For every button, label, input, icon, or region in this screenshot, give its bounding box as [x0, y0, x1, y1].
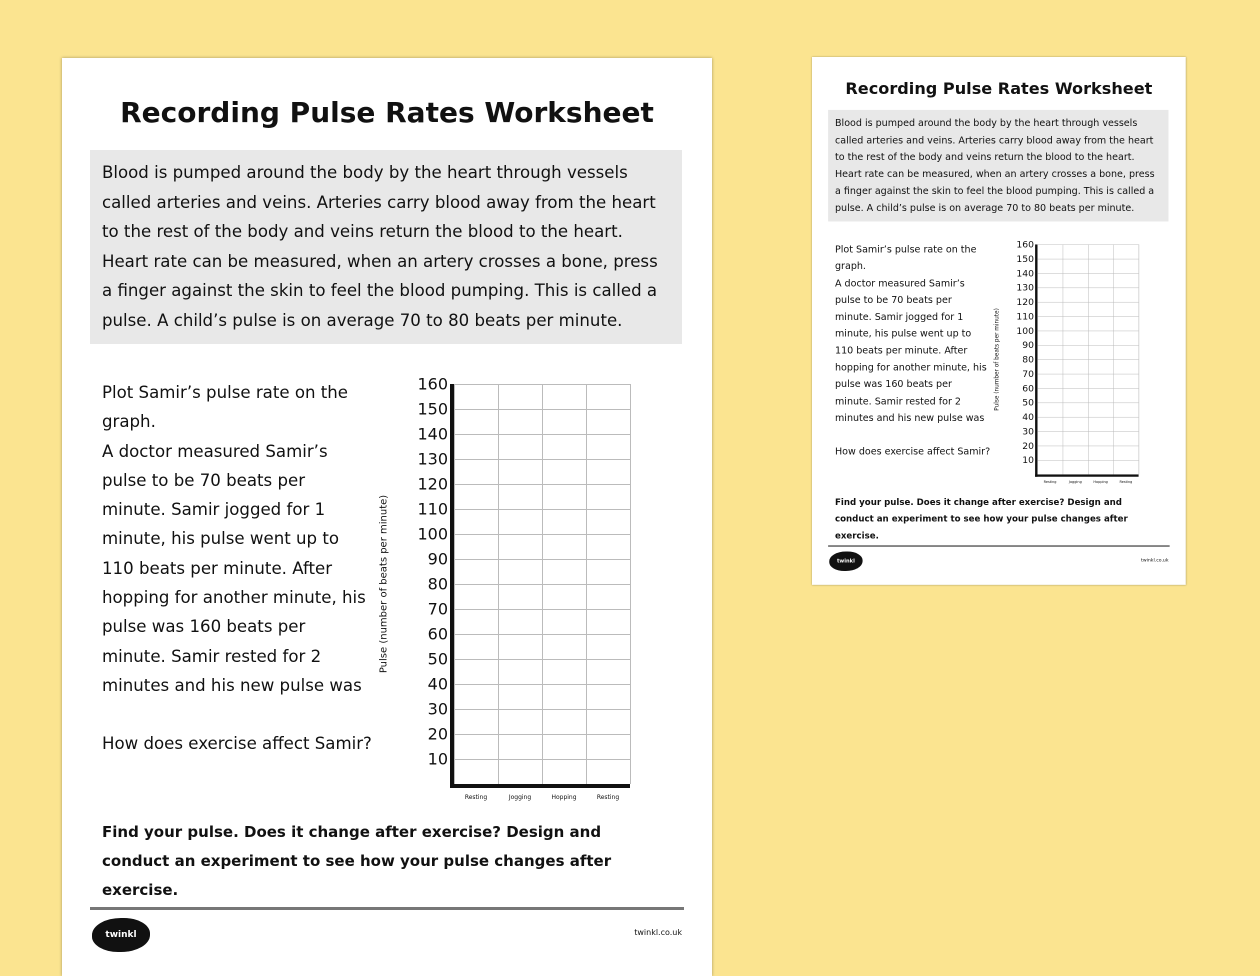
y-tick-label: 50 [427, 649, 448, 669]
footer-site: twinkl.co.uk [634, 928, 682, 937]
y-tick-label: 150 [1016, 253, 1034, 265]
worksheet-title: Recording Pulse Rates Worksheet [120, 96, 654, 129]
y-tick-label: 90 [427, 549, 448, 569]
twinkl-logo-icon: twinkl [829, 552, 862, 572]
y-tick-label: 150 [417, 399, 448, 419]
y-tick-label: 30 [427, 699, 448, 719]
y-tick-label: 110 [417, 499, 448, 519]
y-tick-label: 120 [1016, 296, 1034, 308]
y-tick-label: 100 [1016, 325, 1034, 337]
y-tick-label: 160 [1016, 238, 1034, 250]
pulse-chart-grid [378, 374, 630, 801]
y-tick-label: 10 [1022, 454, 1034, 466]
y-tick-label: 100 [417, 524, 448, 544]
y-tick-label: 120 [417, 474, 448, 494]
y-tick-label: 40 [427, 674, 448, 694]
question: How does exercise affect Samir? [102, 734, 372, 754]
instructions [102, 378, 374, 759]
y-axis-label: Pulse (number of beats per minute) [378, 494, 390, 674]
instruction-plot: Plot Samir’s pulse rate on the graph. [102, 383, 348, 432]
x-tick-label: Resting [1043, 480, 1057, 485]
instruction-plot: Plot Samir’s pulse rate on the graph. [835, 243, 977, 272]
y-tick-label: 90 [1022, 339, 1034, 351]
pulse-chart-grid [993, 238, 1139, 485]
y-tick-label: 140 [417, 424, 448, 444]
question: How does exercise affect Samir? [835, 445, 991, 457]
y-tick-label: 70 [1022, 368, 1034, 380]
intro-box: Blood is pumped around the body by the heart through vessels called arteries and veins. Arteries carry blood away from the heart to the rest of the body and veins return the blood to the heart. Heart rate can be measured, when an artery crosses a bone, press a finger against the skin to feel the blood pumping. This is called a pulse. A child’s pulse is on average 70 to 80 beats per minute. [90, 150, 682, 344]
footer-site: twinkl.co.uk [1141, 557, 1169, 563]
footer-divider [828, 545, 1170, 547]
x-tick-label: Resting [464, 794, 488, 801]
task-text: Find your pulse. Does it change after exercise? Design and conduct an experiment to see how your pulse changes after exercise. [835, 496, 1128, 541]
instruction-story: A doctor measured Samir’s pulse to be 70 beats per minute. Samir jogged for 1 minute, his pulse went up to 110 beats per minute. After hopping for another minute, his pulse was 160 beats per minute. Samir rested for 2 minutes and his new pulse was [835, 277, 987, 424]
y-tick-label: 20 [427, 724, 448, 744]
y-tick-label: 30 [1022, 425, 1034, 437]
footer-divider [90, 907, 684, 910]
y-axis-label: Pulse (number of beats per minute) [993, 308, 1001, 411]
worksheet-preview-small [812, 57, 1186, 585]
x-tick-label: Jogging [508, 794, 532, 801]
x-tick-label: Hopping [1093, 480, 1108, 485]
worksheet-title: Recording Pulse Rates Worksheet [845, 78, 1153, 98]
worksheet-preview-large [62, 58, 712, 976]
y-tick-label: 60 [1022, 382, 1034, 394]
y-tick-label: 80 [1022, 353, 1034, 365]
x-tick-label: Jogging [1068, 480, 1082, 485]
y-tick-label: 10 [427, 749, 448, 769]
y-tick-label: 160 [417, 374, 448, 394]
y-tick-label: 20 [1022, 440, 1034, 452]
x-tick-label: Hopping [551, 794, 577, 801]
y-tick-label: 70 [427, 599, 448, 619]
y-tick-label: 130 [1016, 282, 1034, 294]
intro-box: Blood is pumped around the body by the heart through vessels called arteries and veins. Arteries carry blood away from the heart to the rest of the body and veins return the blood to the heart. Heart rate can be measured, when an artery crosses a bone, press a finger against the skin to feel the blood pumping. This is called a pulse. A child’s pulse is on average 70 to 80 beats per minute. [828, 110, 1168, 221]
instruction-story: A doctor measured Samir’s pulse to be 70 beats per minute. Samir jogged for 1 minute, his pulse went up to 110 beats per minute. After hopping for another minute, his pulse was 160 beats per minute. Samir rested for 2 minutes and his new pulse was [102, 441, 366, 695]
y-tick-label: 80 [427, 574, 448, 594]
x-tick-label: Resting [1119, 480, 1133, 485]
y-tick-label: 50 [1022, 397, 1034, 409]
instructions [835, 241, 991, 460]
y-tick-label: 110 [1016, 310, 1034, 322]
y-tick-label: 140 [1016, 267, 1034, 279]
task-text: Find your pulse. Does it change after exercise? Design and conduct an experiment to see how your pulse changes after exercise. [102, 823, 612, 899]
y-tick-label: 40 [1022, 411, 1034, 423]
x-tick-label: Resting [596, 794, 620, 801]
twinkl-logo-icon: twinkl [92, 918, 150, 952]
y-tick-label: 130 [417, 449, 448, 469]
y-tick-label: 60 [427, 624, 448, 644]
